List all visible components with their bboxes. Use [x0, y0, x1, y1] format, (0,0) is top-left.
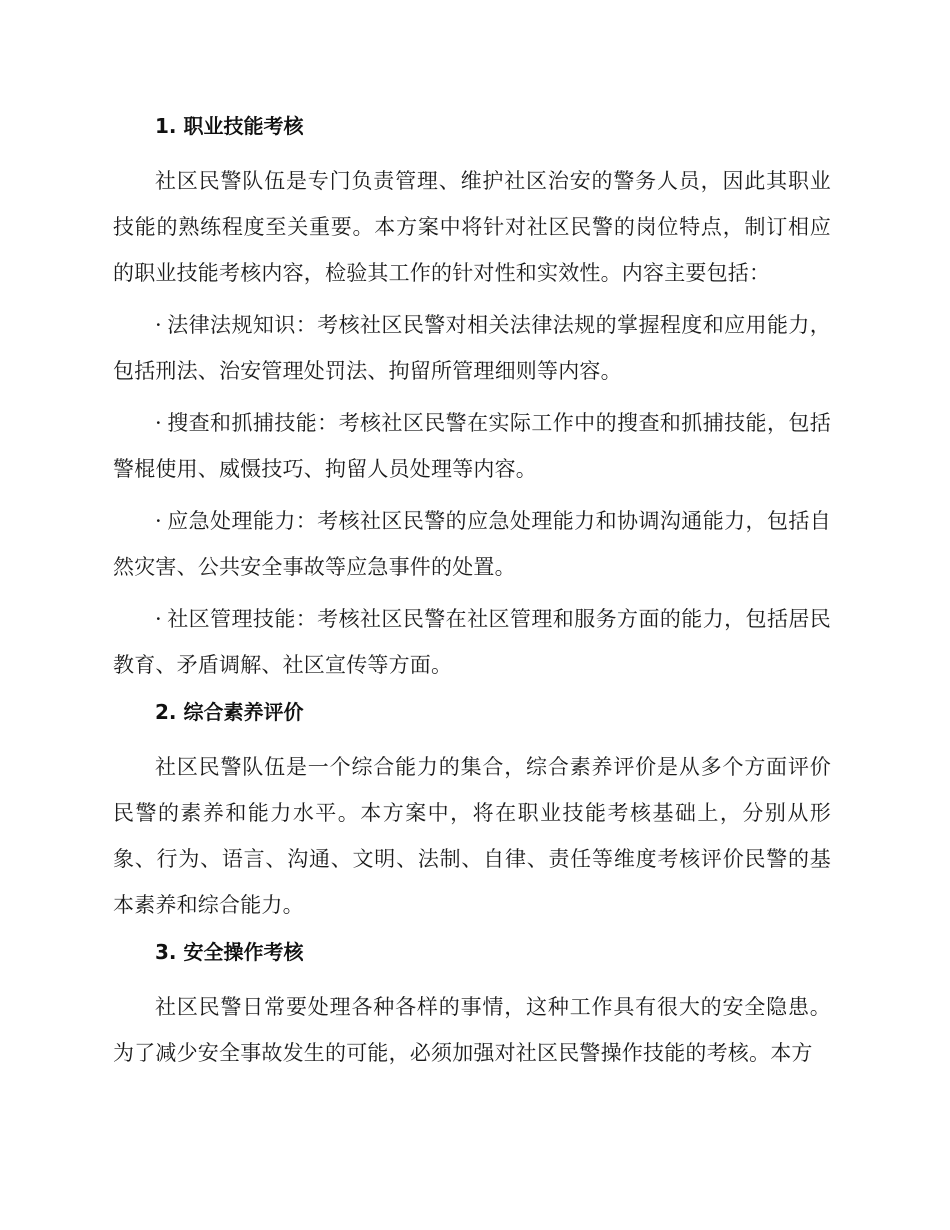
bullet-item — [113, 498, 831, 590]
bullet-item — [113, 400, 831, 492]
section-3-intro: 社区民警日常要处理各种各样的事情，这种工作具有很大的安全隐患。为了减少安全事故发生的可能，必须加强对社区民警操作技能的考核。本方 — [113, 995, 831, 1065]
bullet-item — [113, 302, 831, 394]
bullet-text: 社区管理技能：考核社区民警在社区管理和服务方面的能力，包括居民教育、矛盾调解、社区宣传等方面。 — [113, 607, 831, 677]
section-3-heading: 3. 安全操作考核 — [155, 940, 304, 964]
bullet-dot: · — [155, 313, 162, 337]
section-2-intro: 社区民警队伍是一个综合能力的集合，综合素养评价是从多个方面评价民警的素养和能力水平。本方案中，将在职业技能考核基础上，分别从形象、行为、语言、沟通、文明、法制、自律、责任等维度考核评价民警的基本素养和综合能力。 — [113, 755, 831, 917]
bullet-dot: · — [155, 411, 162, 435]
bullet-text: 法律法规知识：考核社区民警对相关法律法规的掌握程度和应用能力，包括刑法、治安管理处罚法、拘留所管理细则等内容。 — [113, 313, 831, 383]
section-1-intro: 社区民警队伍是专门负责管理、维护社区治安的警务人员，因此其职业技能的熟练程度至关重要。本方案中将针对社区民警的岗位特点，制订相应的职业技能考核内容，检验其工作的针对性和实效性。内容主要包括： — [113, 169, 831, 285]
bullet-item — [113, 596, 831, 688]
document-body — [113, 108, 831, 1078]
bullet-dot: · — [155, 607, 162, 631]
bullet-text: 应急处理能力：考核社区民警的应急处理能力和协调沟通能力，包括自然灾害、公共安全事故等应急事件的处置。 — [113, 509, 831, 579]
section-1-heading: 1. 职业技能考核 — [155, 114, 304, 138]
section-2-heading: 2. 综合素养评价 — [155, 700, 304, 724]
bullet-text: 搜查和抓捕技能：考核社区民警在实际工作中的搜查和抓捕技能，包括警棍使用、威慑技巧、拘留人员处理等内容。 — [113, 411, 831, 481]
bullet-dot: · — [155, 509, 162, 533]
